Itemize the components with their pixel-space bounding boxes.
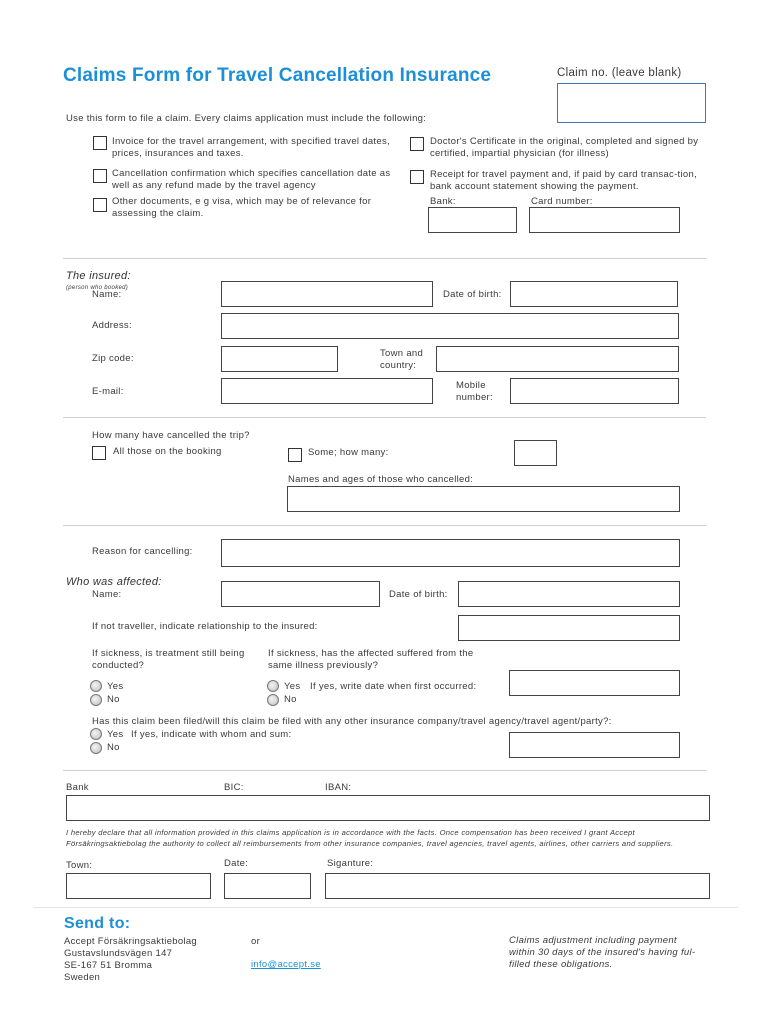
signature-field[interactable] [325, 873, 710, 899]
form-title: Claims Form for Travel Cancellation Insurance [63, 65, 492, 86]
doctor-certificate-label: Doctor's Certificate in the original, completed and signed by certified, impartial physician (for illness) [430, 136, 699, 159]
invoice-label: Invoice for the travel arrangement, with specified travel dates, prices, insurances and taxes. [112, 136, 390, 159]
cancellation-checkbox[interactable] [93, 169, 107, 183]
footer-divider [34, 907, 738, 908]
treatment-yes-radio[interactable] [90, 680, 102, 692]
claim-no-field[interactable] [557, 83, 706, 123]
filed-yes-label: Yes [107, 729, 124, 740]
payment-bank-label: Bank [66, 782, 89, 793]
claims-adjustment-note: Claims adjustment including payment within 30 days of the insured's having ful-filled these obligations. [509, 935, 696, 970]
declaration-text: I hereby declare that all information provided in this claims application is in accordance with the facts. Once compensation has been received I grant Accept Försäkringsaktiebolag the authority to collect all reimbursements from other insurance companies, travel agencies, travel agents, airlines, other carriers and suppliers. [66, 828, 674, 848]
bank-label: Bank: [430, 196, 456, 207]
doctor-certificate-checkbox[interactable] [410, 137, 424, 151]
some-checkbox[interactable] [288, 448, 302, 462]
signature-label: Siganture: [327, 858, 374, 869]
first-occurred-date-field[interactable] [509, 670, 680, 696]
address-field[interactable] [221, 313, 679, 339]
address-line: SE-167 51 Bromma [64, 960, 153, 971]
filed-question: Has this claim been filed/will this claim be filed with any other insurance company/travel agency/travel agent/party?: [92, 716, 612, 727]
filed-no-label: No [107, 742, 120, 753]
receipt-checkbox[interactable] [410, 170, 424, 184]
affected-dob-label: Date of birth: [389, 589, 448, 600]
filed-yes-radio[interactable] [90, 728, 102, 740]
bic-label: BIC: [224, 782, 244, 793]
how-many-field[interactable] [514, 440, 557, 466]
affected-name-label: Name: [92, 589, 122, 600]
address-line: Sweden [64, 972, 101, 983]
mobile-field[interactable] [510, 378, 679, 404]
address-line: Accept Försäkringsaktiebolag [64, 936, 198, 947]
other-docs-checkbox[interactable] [93, 198, 107, 212]
all-booking-checkbox[interactable] [92, 446, 106, 460]
or-text: or [251, 936, 261, 947]
bank-bic-iban-field[interactable] [66, 795, 710, 821]
claim-no-label: Claim no. (leave blank) [557, 67, 682, 79]
other-docs-label: Other documents, e g visa, which may be of relevance for assessing the claim. [112, 196, 372, 219]
date-field[interactable] [224, 873, 311, 899]
treatment-question: If sickness, is treatment still being conducted? [92, 648, 245, 671]
email-label: E-mail: [92, 386, 124, 397]
treatment-no-label: No [107, 694, 120, 705]
relationship-label: If not traveller, indicate relationship to the insured: [92, 621, 318, 632]
reason-label: Reason for cancelling: [92, 546, 193, 557]
previous-yes-radio[interactable] [267, 680, 279, 692]
filed-no-radio[interactable] [90, 742, 102, 754]
town-country-label: Town and country: [380, 348, 424, 371]
previous-yes-label: Yes [284, 681, 301, 692]
cancellation-label: Cancellation confirmation which specifies cancellation date as well as any refund made by the travel agency [112, 168, 391, 191]
town-country-field[interactable] [436, 346, 679, 372]
receipt-label: Receipt for travel payment and, if paid by card transac-tion, bank account statement showing the payment. [430, 169, 698, 192]
divider [63, 258, 706, 259]
town-field[interactable] [66, 873, 211, 899]
card-number-field[interactable] [529, 207, 680, 233]
insured-dob-label: Date of birth: [443, 289, 502, 300]
insured-dob-field[interactable] [510, 281, 678, 307]
card-number-label: Card number: [531, 196, 593, 207]
affected-heading: Who was affected: [66, 576, 162, 588]
how-many-question: How many have cancelled the trip? [92, 430, 250, 441]
address-line: Gustavslundsvägen 147 [64, 948, 173, 959]
divider [63, 525, 706, 526]
previous-no-radio[interactable] [267, 694, 279, 706]
divider [63, 770, 706, 771]
write-date-label: If yes, write date when first occurred: [310, 681, 477, 692]
reason-field[interactable] [221, 539, 680, 567]
mobile-label: Mobile number: [456, 380, 493, 403]
divider [63, 417, 706, 418]
previous-illness-question: If sickness, has the affected suffered from the same illness previously? [268, 648, 474, 671]
town-label: Town: [66, 860, 93, 871]
email-link[interactable]: info@accept.se [251, 959, 321, 970]
insured-name-label: Name: [92, 289, 122, 300]
date-label: Date: [224, 858, 249, 869]
affected-name-field[interactable] [221, 581, 380, 607]
treatment-no-radio[interactable] [90, 694, 102, 706]
insured-heading: The insured: [66, 270, 131, 282]
names-ages-field[interactable] [287, 486, 680, 512]
zip-code-label: Zip code: [92, 353, 134, 364]
all-booking-label: All those on the booking [113, 446, 222, 457]
invoice-checkbox[interactable] [93, 136, 107, 150]
names-ages-label: Names and ages of those who cancelled: [288, 474, 474, 485]
whom-sum-label: If yes, indicate with whom and sum: [131, 729, 292, 740]
relationship-field[interactable] [458, 615, 680, 641]
email-field[interactable] [221, 378, 433, 404]
iban-label: IBAN: [325, 782, 352, 793]
whom-sum-field[interactable] [509, 732, 680, 758]
treatment-yes-label: Yes [107, 681, 124, 692]
bank-field[interactable] [428, 207, 517, 233]
intro-text: Use this form to file a claim. Every claims application must include the following: [66, 113, 427, 124]
some-label: Some; how many: [308, 447, 389, 458]
insured-subheading: (person who booked) [66, 285, 129, 291]
insured-name-field[interactable] [221, 281, 433, 307]
affected-dob-field[interactable] [458, 581, 680, 607]
zip-code-field[interactable] [221, 346, 338, 372]
previous-no-label: No [284, 694, 297, 705]
address-label: Address: [92, 320, 132, 331]
send-to-heading: Send to: [64, 915, 131, 932]
